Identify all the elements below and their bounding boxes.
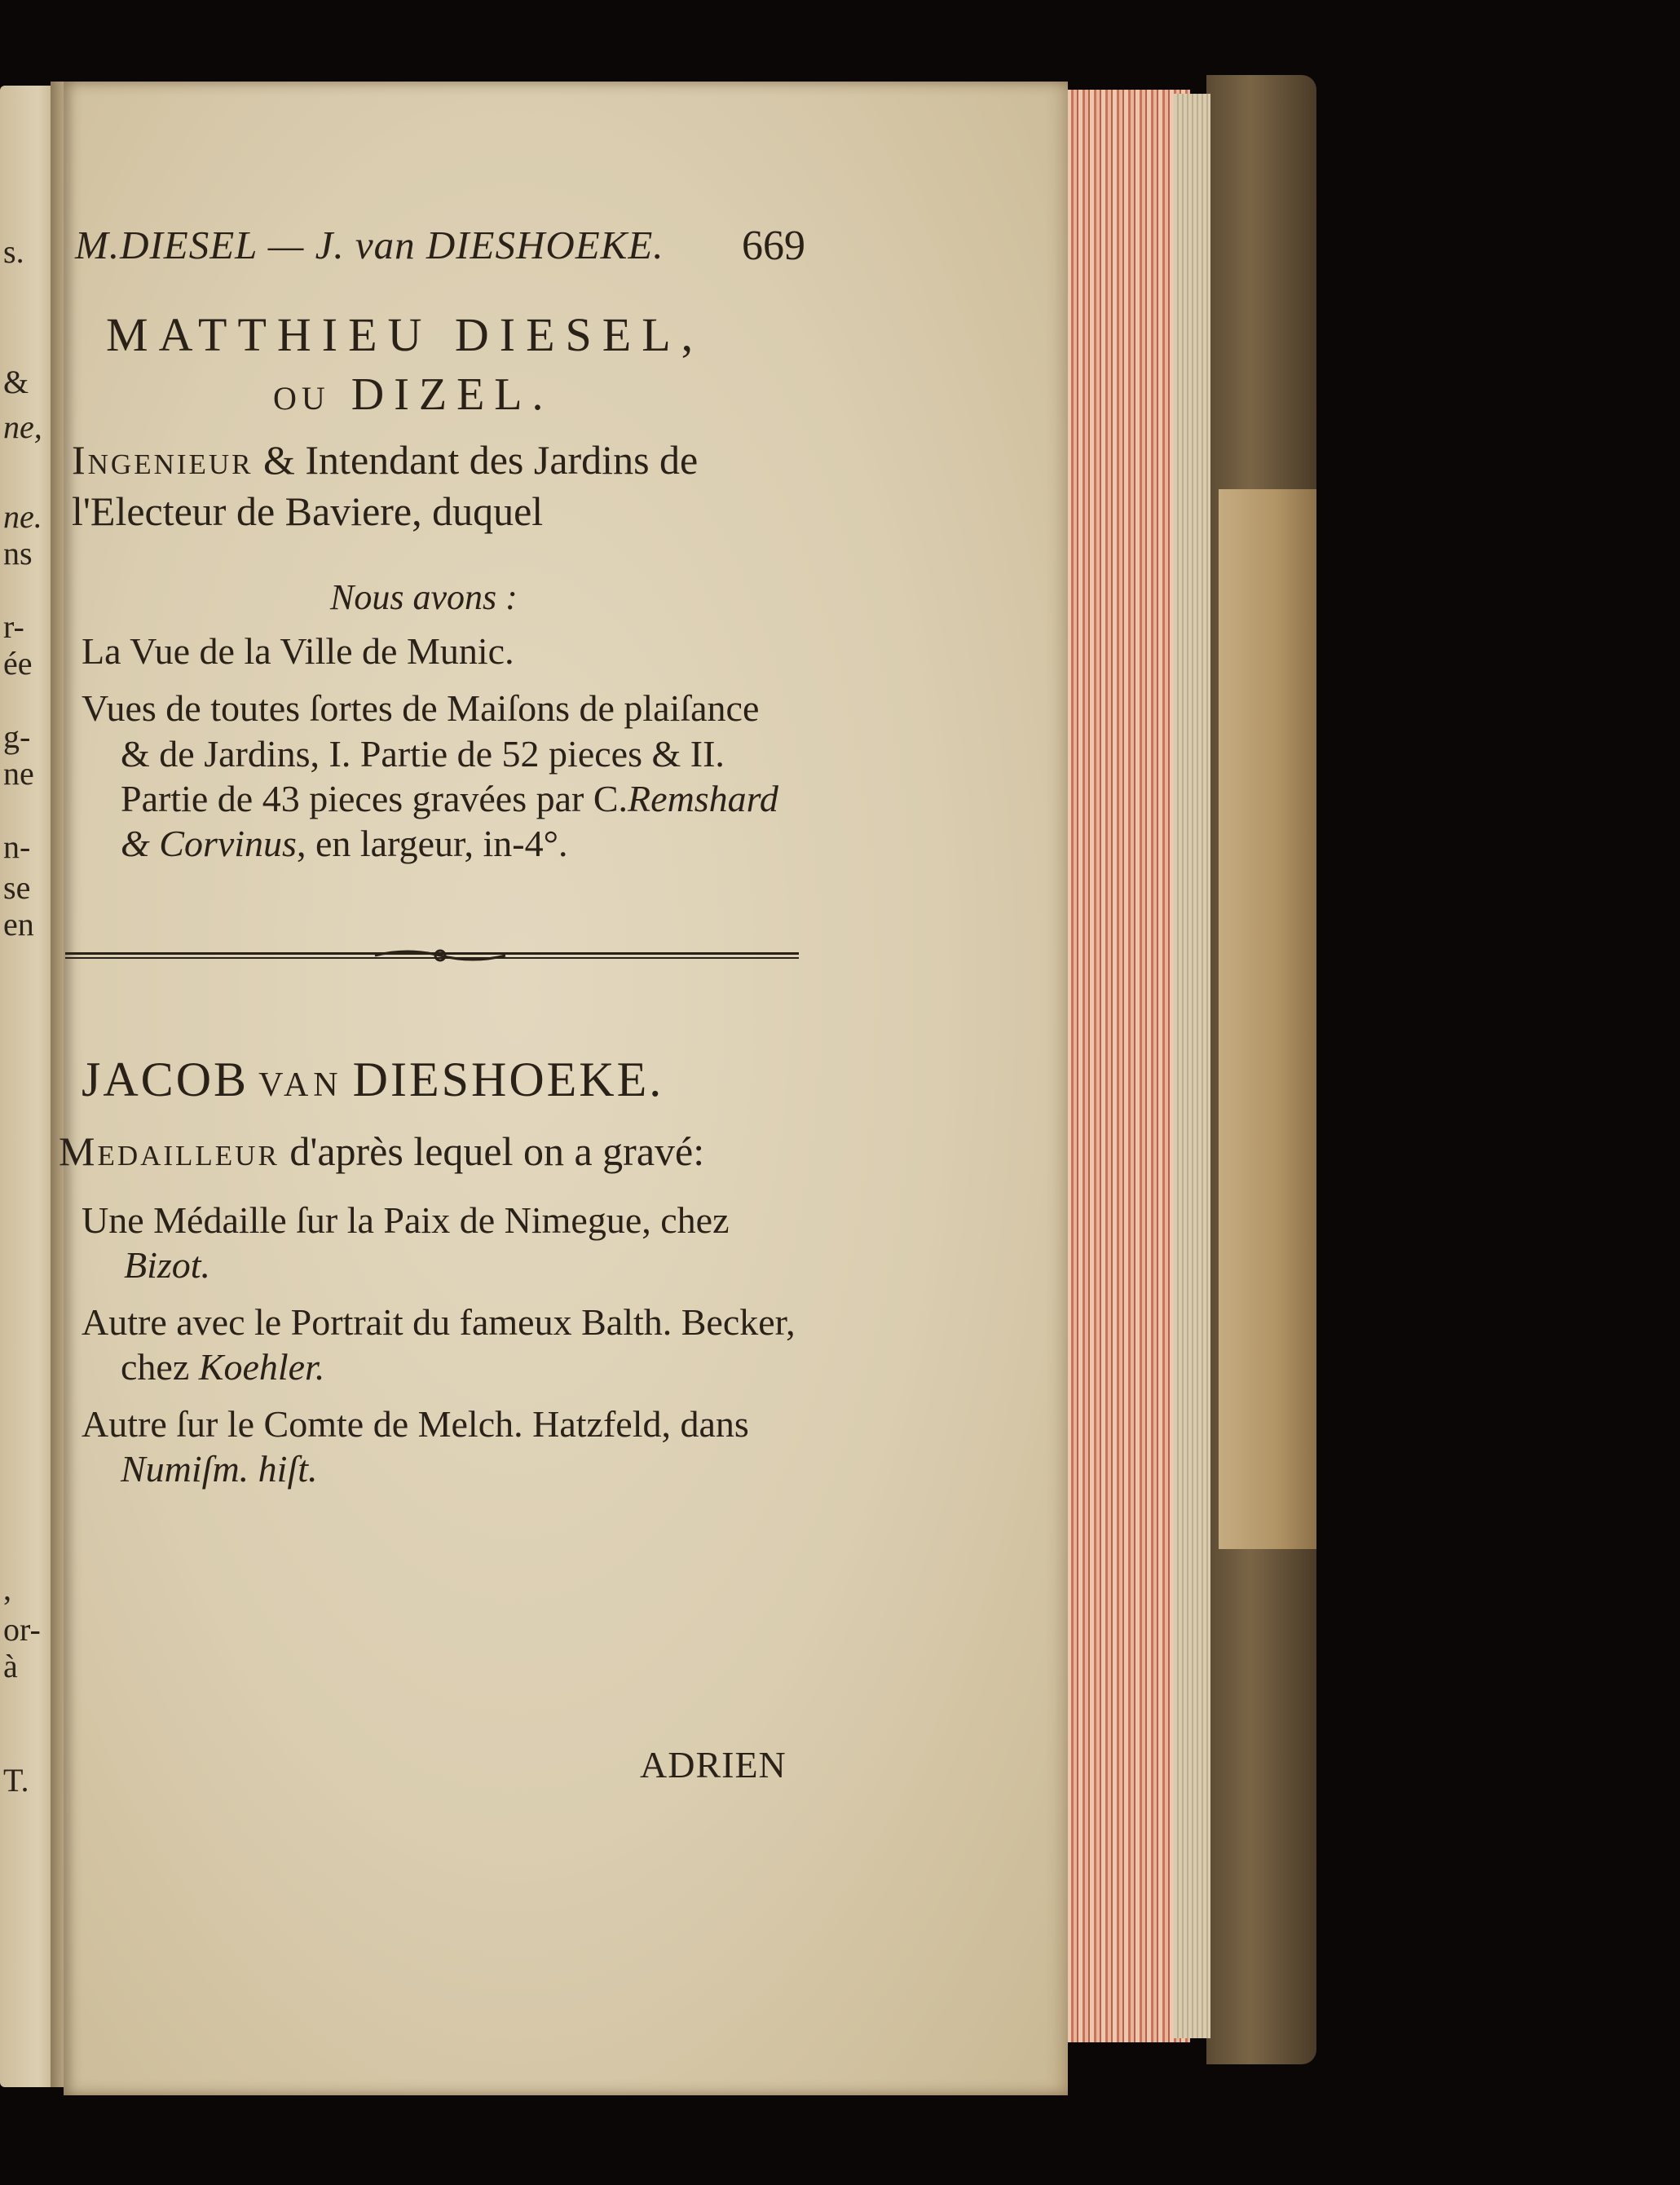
fragment: r- — [3, 608, 24, 645]
section2-desc — [59, 1128, 704, 1175]
desc-rest: d'après lequel on a gravé: — [289, 1128, 705, 1174]
fragment: , — [3, 1570, 11, 1607]
title-last: DIESHOEKE. — [352, 1053, 664, 1106]
ornamental-rule — [65, 949, 799, 962]
title-first: JACOB — [82, 1053, 249, 1106]
fragment: ne, — [3, 408, 42, 445]
publisher-name: Koehler. — [198, 1346, 325, 1388]
section1-entry2-line1: Vues de toutes ſortes de Maiſons de plaiſance — [82, 687, 760, 729]
section1-entry2-line3 — [121, 777, 778, 820]
fragment: ns — [3, 535, 33, 572]
section2-title — [82, 1052, 664, 1108]
title-or: OU — [273, 380, 330, 417]
section2-entry3-line2: Numiſm. hiſt. — [121, 1448, 318, 1490]
entry-text: chez — [121, 1346, 190, 1388]
section1-title: MATTHIEU DIESEL, — [106, 308, 704, 361]
fragment: or- — [3, 1611, 41, 1648]
fragment: g- — [3, 718, 31, 755]
page-number: 669 — [742, 223, 805, 269]
fragment: n- — [3, 828, 31, 865]
title-alt-name: DIZEL. — [351, 369, 553, 420]
fragment: à — [3, 1648, 18, 1684]
fragment: en — [3, 906, 34, 942]
section1-desc-line1 — [72, 436, 698, 483]
fragment: se — [3, 869, 31, 906]
title-particle: VAN — [258, 1066, 343, 1104]
page-edges-light — [1174, 94, 1210, 2038]
occupation-caps: Medailleur — [59, 1128, 280, 1174]
page-edges-red — [1060, 90, 1190, 2042]
section1-desc-line2: l'Electeur de Baviere, duquel — [72, 488, 544, 534]
fragment: T. — [3, 1762, 29, 1799]
engraver-name: & Corvinus — [121, 823, 297, 864]
section1-subheading: Nous avons : — [330, 577, 518, 617]
fragment: & — [3, 364, 29, 400]
cover-spine-label — [1219, 489, 1316, 1549]
section2-entry2-line1: Autre avec le Portrait du fameux Balth. Becker, — [82, 1301, 796, 1343]
fragment: s. — [3, 233, 24, 270]
entry-text: , en largeur, in-4°. — [296, 823, 568, 864]
running-head: M.DIESEL — J. van DIESHOEKE. — [75, 223, 664, 267]
occupation-caps: Ingenieur — [72, 437, 254, 483]
section2-entry1-line1: Une Médaille ſur la Paix de Nimegue, chez — [82, 1199, 730, 1241]
section1-title-alt — [273, 369, 553, 421]
fragment: ne — [3, 755, 34, 792]
section2-entry1-line2: Bizot. — [124, 1244, 211, 1286]
section1-entry2-line4 — [121, 822, 567, 865]
section2-entry2-line2 — [121, 1345, 324, 1388]
catchword: ADRIEN — [640, 1744, 787, 1786]
fragment: ée — [3, 645, 33, 682]
desc-rest: & Intendant des Jardins de — [263, 437, 699, 483]
section1-entry1: La Vue de la Ville de Munic. — [82, 630, 514, 672]
entry-text: Partie de 43 pieces gravées par C. — [121, 778, 628, 819]
section1-entry2-line2: & de Jardins, I. Partie de 52 pieces & II. — [121, 733, 725, 775]
fragment: ne. — [3, 498, 42, 535]
section2-entry3-line1: Autre ſur le Comte de Melch. Hatzfeld, dans — [82, 1403, 749, 1445]
engraver-name: Remshard — [628, 778, 778, 819]
